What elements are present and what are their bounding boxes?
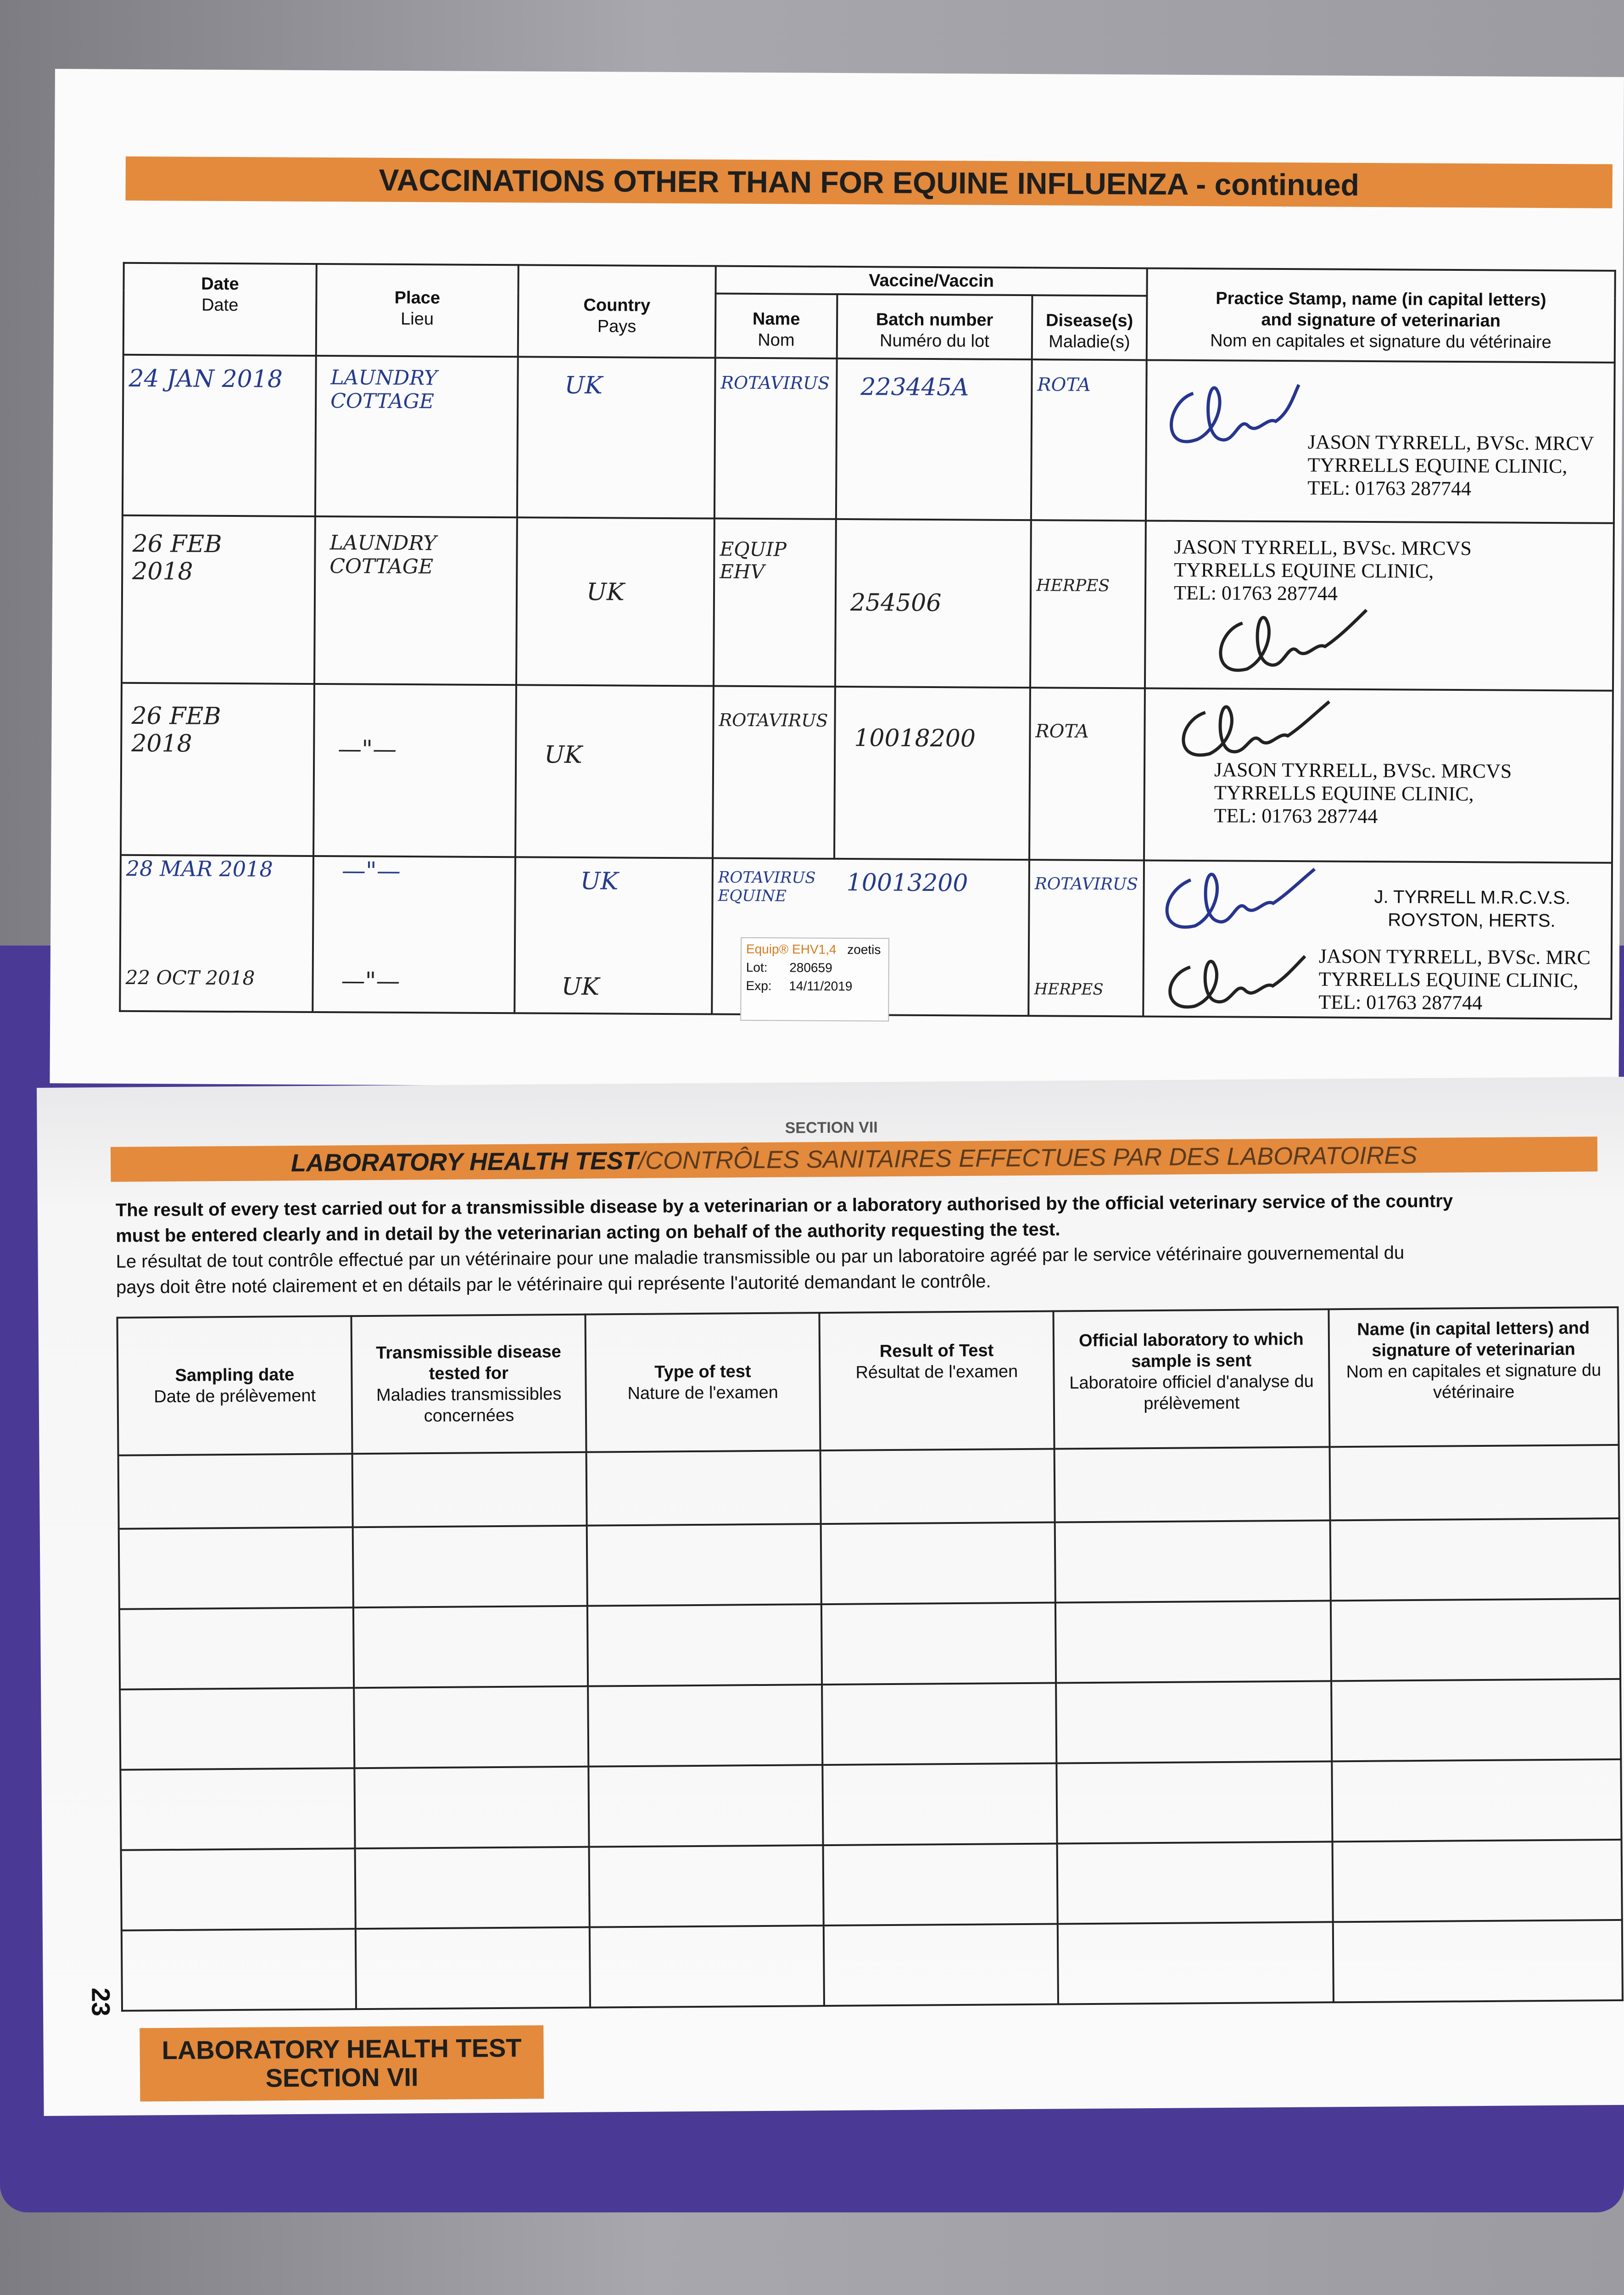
table-row bbox=[122, 515, 1614, 691]
col-date: Date Date bbox=[123, 263, 317, 356]
practice-stamp: JASON TYRRELL, BVSc. MRCV TYRRELLS EQUINE CLINIC, TEL: 01763 287744 bbox=[1307, 431, 1594, 500]
signature bbox=[1201, 605, 1394, 683]
row-country: UK bbox=[586, 578, 625, 606]
col-batch: Batch number Numéro du lot bbox=[837, 294, 1032, 359]
row-disease: ROTA bbox=[1037, 374, 1091, 396]
page-vaccinations bbox=[50, 69, 1624, 1092]
signature bbox=[1164, 699, 1348, 768]
col-disease: Disease(s) Maladie(s) bbox=[1032, 295, 1147, 360]
vaccinations-table bbox=[119, 262, 1616, 1020]
table-row bbox=[120, 1679, 1621, 1770]
table-row bbox=[118, 1445, 1619, 1529]
col-place: Place Lieu bbox=[316, 264, 519, 357]
signature bbox=[1153, 953, 1310, 1019]
vaccinations-title: VACCINATIONS OTHER THAN FOR EQUINE INFLUENZA - continued bbox=[126, 157, 1613, 208]
row-place: —"— bbox=[338, 735, 397, 763]
section-footer-tab: LABORATORY HEALTH TEST SECTION VII bbox=[140, 2025, 544, 2101]
col-test-result: Result of Test Résultat de l'examen bbox=[819, 1311, 1054, 1451]
row-disease: HERPES bbox=[1036, 576, 1110, 596]
row-place: —"— bbox=[341, 857, 401, 885]
row-batch: 223445A bbox=[860, 373, 969, 402]
vaccine-batch-sticker: Equip® EHV1,4 zoetis Lot: 280659 Exp: 14/11/2019 bbox=[740, 937, 889, 1022]
row-country: UK bbox=[561, 973, 600, 1001]
table-row bbox=[123, 355, 1615, 523]
signature bbox=[1149, 866, 1324, 940]
row-country: UK bbox=[564, 371, 603, 400]
table-row bbox=[122, 1920, 1623, 2011]
col-vet-name: Name (in capital letters) and signature of veterinarian Nom en capitales et signature du vétérinaire bbox=[1328, 1307, 1618, 1447]
row-disease: ROTA bbox=[1035, 721, 1089, 742]
practice-stamp: J. TYRRELL M.R.C.V.S. ROYSTON, HERTS. bbox=[1374, 887, 1571, 931]
table-row bbox=[120, 1759, 1621, 1850]
row-batch: 10018200 bbox=[854, 724, 976, 753]
table-row bbox=[121, 683, 1613, 863]
table-row bbox=[119, 1518, 1620, 1609]
laboratory-title: LABORATORY HEALTH TEST/CONTRÔLES SANITAIRES EFFECTUES PAR DES LABORATOIRES bbox=[111, 1136, 1597, 1182]
row-vaccine-name: ROTAVIRUS bbox=[720, 372, 830, 393]
table-row bbox=[120, 855, 1612, 1019]
col-stamp: Practice Stamp, name (in capital letters) and signature of veterinarian Nom en capitales et signature du vétérinaire bbox=[1147, 268, 1615, 362]
row-disease: ROTAVIRUS bbox=[1034, 874, 1138, 894]
col-vaccine-name: Name Nom bbox=[715, 294, 837, 358]
row-vaccine-name: ROTAVIRUS EQUINE bbox=[718, 868, 816, 906]
row-disease: HERPES bbox=[1034, 980, 1104, 999]
section-label: SECTION VII bbox=[785, 1119, 878, 1137]
col-vaccine: Vaccine/Vaccin bbox=[715, 266, 1147, 296]
col-sampling-date: Sampling date Date de prélèvement bbox=[117, 1316, 352, 1455]
practice-stamp: JASON TYRRELL, BVSc. MRCVS TYRRELLS EQUINE CLINIC, TEL: 01763 287744 bbox=[1173, 535, 1472, 605]
col-official-lab: Official laboratory to which sample is sent Laboratoire officiel d'analyse du prélèvement bbox=[1053, 1309, 1329, 1449]
practice-stamp: JASON TYRRELL, BVSc. MRCVS TYRRELLS EQUINE CLINIC, TEL: 01763 287744 bbox=[1214, 758, 1512, 828]
row-date: 22 OCT 2018 bbox=[125, 966, 255, 990]
row-vaccine-name: EQUIP EHV bbox=[720, 537, 787, 583]
row-place: LAUNDRY COTTAGE bbox=[329, 531, 437, 579]
practice-stamp: JASON TYRRELL, BVSc. MRC TYRRELLS EQUINE CLINIC, TEL: 01763 287744 bbox=[1318, 945, 1591, 1014]
row-vaccine-name: ROTAVIRUS bbox=[719, 710, 828, 731]
row-date: 28 MAR 2018 bbox=[126, 856, 273, 882]
row-date: 26 FEB 2018 bbox=[132, 530, 222, 586]
page-number: 23 bbox=[86, 1987, 116, 2016]
intro-text: The result of every test carried out for a transmissible disease by a veterinarian or a laboratory authorised by the official veterinary service of the country must be entered clearly and in detail by the veterinarian acting on behalf of the authority requesting the test. Le résultat de tout contrôle effectué par un vétérinaire pour une maladie transmissible ou par un laboratoire agréé par le service vétérinaire gouvernemental du pays doit être noté clairement et en détails par le vétérinaire qui représente l'autorité demandant le contrôle. bbox=[115, 1191, 1453, 1298]
laboratory-table bbox=[116, 1306, 1623, 2012]
table-row bbox=[119, 1599, 1620, 1690]
row-place: —"— bbox=[341, 967, 400, 995]
row-country: UK bbox=[544, 741, 583, 769]
row-place: LAUNDRY COTTAGE bbox=[330, 366, 438, 414]
page-laboratory bbox=[37, 1077, 1624, 2116]
col-disease-tested: Transmissible disease tested for Maladies transmissibles concernées bbox=[351, 1315, 586, 1454]
row-date: 24 JAN 2018 bbox=[128, 364, 283, 393]
col-test-type: Type of test Nature de l'examen bbox=[585, 1313, 820, 1452]
table-row bbox=[121, 1840, 1622, 1931]
row-date: 26 FEB 2018 bbox=[131, 702, 221, 758]
col-country: Country Pays bbox=[518, 265, 716, 358]
row-batch: 254506 bbox=[850, 589, 942, 617]
row-batch: 10013200 bbox=[846, 869, 968, 897]
row-country: UK bbox=[580, 868, 619, 896]
signature bbox=[1156, 375, 1313, 468]
